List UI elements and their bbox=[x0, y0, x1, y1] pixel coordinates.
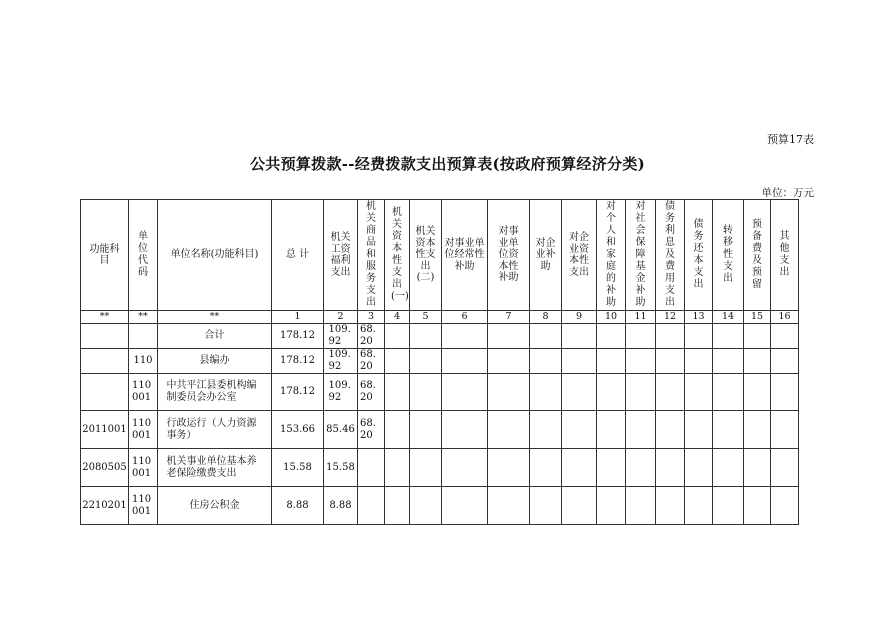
func-code-cell bbox=[81, 324, 129, 349]
total-cell: 15.58 bbox=[272, 449, 324, 487]
index-cell: ** bbox=[81, 311, 129, 324]
col-5: 机关资本性支出(二) bbox=[410, 200, 442, 311]
index-cell: 8 bbox=[530, 311, 562, 324]
c3-cell: 68.20 bbox=[358, 411, 385, 449]
c3-cell: 68.20 bbox=[358, 349, 385, 374]
func-code-cell bbox=[81, 349, 129, 374]
unit-code-cell: 110001 bbox=[129, 449, 158, 487]
unit-code-cell bbox=[129, 324, 158, 349]
table-row bbox=[81, 324, 799, 349]
unit-code-cell: 110 bbox=[129, 349, 158, 374]
index-cell: 15 bbox=[744, 311, 771, 324]
table-row bbox=[81, 449, 799, 487]
c2-cell: 109.92 bbox=[324, 374, 358, 411]
c2-cell: 8.88 bbox=[324, 487, 358, 525]
c2-cell: 109.92 bbox=[324, 349, 358, 374]
page-title: 公共预算拨款--经费拨款支出预算表(按政府预算经济分类) bbox=[249, 155, 646, 173]
index-cell: 16 bbox=[771, 311, 799, 324]
unit-code-cell: 110001 bbox=[129, 487, 158, 525]
unit-name-cell: 机关事业单位基本养老保险缴费支出 bbox=[158, 449, 272, 487]
total-cell: 178.12 bbox=[272, 349, 324, 374]
col-14: 转移性支出 bbox=[713, 200, 744, 311]
total-cell: 8.88 bbox=[272, 487, 324, 525]
col-10: 对个人和家庭的补助 bbox=[597, 200, 626, 311]
func-code-cell: 2080505 bbox=[81, 449, 129, 487]
col-12: 债务利息及费用支出 bbox=[656, 200, 685, 311]
index-cell: 7 bbox=[488, 311, 530, 324]
index-cell: 3 bbox=[358, 311, 385, 324]
total-cell: 178.12 bbox=[272, 374, 324, 411]
c2-cell: 85.46 bbox=[324, 411, 358, 449]
index-cell: 1 bbox=[272, 311, 324, 324]
c2-cell: 109.92 bbox=[324, 324, 358, 349]
col-total: 总 计 bbox=[272, 200, 324, 311]
table-row bbox=[81, 374, 799, 411]
unit-name-cell: 中共平江县委机构编制委员会办公室 bbox=[158, 374, 272, 411]
table-row bbox=[81, 411, 799, 449]
col-func-code: 功能科目 bbox=[81, 200, 129, 311]
budget-table bbox=[80, 199, 799, 525]
col-8: 对企业补助 bbox=[530, 200, 562, 311]
c3-cell bbox=[358, 449, 385, 487]
c3-cell bbox=[358, 487, 385, 525]
total-cell: 153.66 bbox=[272, 411, 324, 449]
index-cell: ** bbox=[129, 311, 158, 324]
col-unit-code: 单位代码 bbox=[129, 200, 158, 311]
header-row bbox=[81, 200, 799, 311]
index-cell: 2 bbox=[324, 311, 358, 324]
index-cell: 13 bbox=[685, 311, 713, 324]
col-15: 预备费及预留 bbox=[744, 200, 771, 311]
index-cell: 5 bbox=[410, 311, 442, 324]
col-unit-name: 单位名称(功能科目) bbox=[158, 200, 272, 311]
func-code-cell: 2210201 bbox=[81, 487, 129, 525]
c2-cell: 15.58 bbox=[324, 449, 358, 487]
col-6: 对事业单位经常性补助 bbox=[442, 200, 488, 311]
col-2: 机关工资福利支出 bbox=[324, 200, 358, 311]
col-3: 机关商品和服务支出 bbox=[358, 200, 385, 311]
unit-label: 单位：万元 bbox=[761, 187, 814, 199]
col-9: 对企业资本性支出 bbox=[562, 200, 597, 311]
unit-name-cell: 住房公积金 bbox=[158, 487, 272, 525]
index-cell: 10 bbox=[597, 311, 626, 324]
unit-name-cell: 行政运行（人力资源事务） bbox=[158, 411, 272, 449]
c3-cell: 68.20 bbox=[358, 324, 385, 349]
col-11: 对社会保障基金补助 bbox=[626, 200, 656, 311]
col-4: 机关资本性支出(一) bbox=[385, 200, 410, 311]
index-cell: 6 bbox=[442, 311, 488, 324]
func-code-cell bbox=[81, 374, 129, 411]
index-cell: 14 bbox=[713, 311, 744, 324]
index-cell: 11 bbox=[626, 311, 656, 324]
index-cell: 9 bbox=[562, 311, 597, 324]
table-row bbox=[81, 349, 799, 374]
index-cell: 12 bbox=[656, 311, 685, 324]
form-number: 预算17表 bbox=[767, 133, 814, 146]
index-cell: ** bbox=[158, 311, 272, 324]
index-row bbox=[81, 311, 799, 324]
c3-cell: 68.20 bbox=[358, 374, 385, 411]
unit-name-cell: 县编办 bbox=[158, 349, 272, 374]
index-cell: 4 bbox=[385, 311, 410, 324]
unit-code-cell: 110001 bbox=[129, 411, 158, 449]
col-16: 其他支出 bbox=[771, 200, 799, 311]
total-cell: 178.12 bbox=[272, 324, 324, 349]
table-row bbox=[81, 487, 799, 525]
unit-code-cell: 110001 bbox=[129, 374, 158, 411]
func-code-cell: 2011001 bbox=[81, 411, 129, 449]
unit-name-cell: 合计 bbox=[158, 324, 272, 349]
col-13: 债务还本支出 bbox=[685, 200, 713, 311]
col-7: 对事业单位资本性补助 bbox=[488, 200, 530, 311]
